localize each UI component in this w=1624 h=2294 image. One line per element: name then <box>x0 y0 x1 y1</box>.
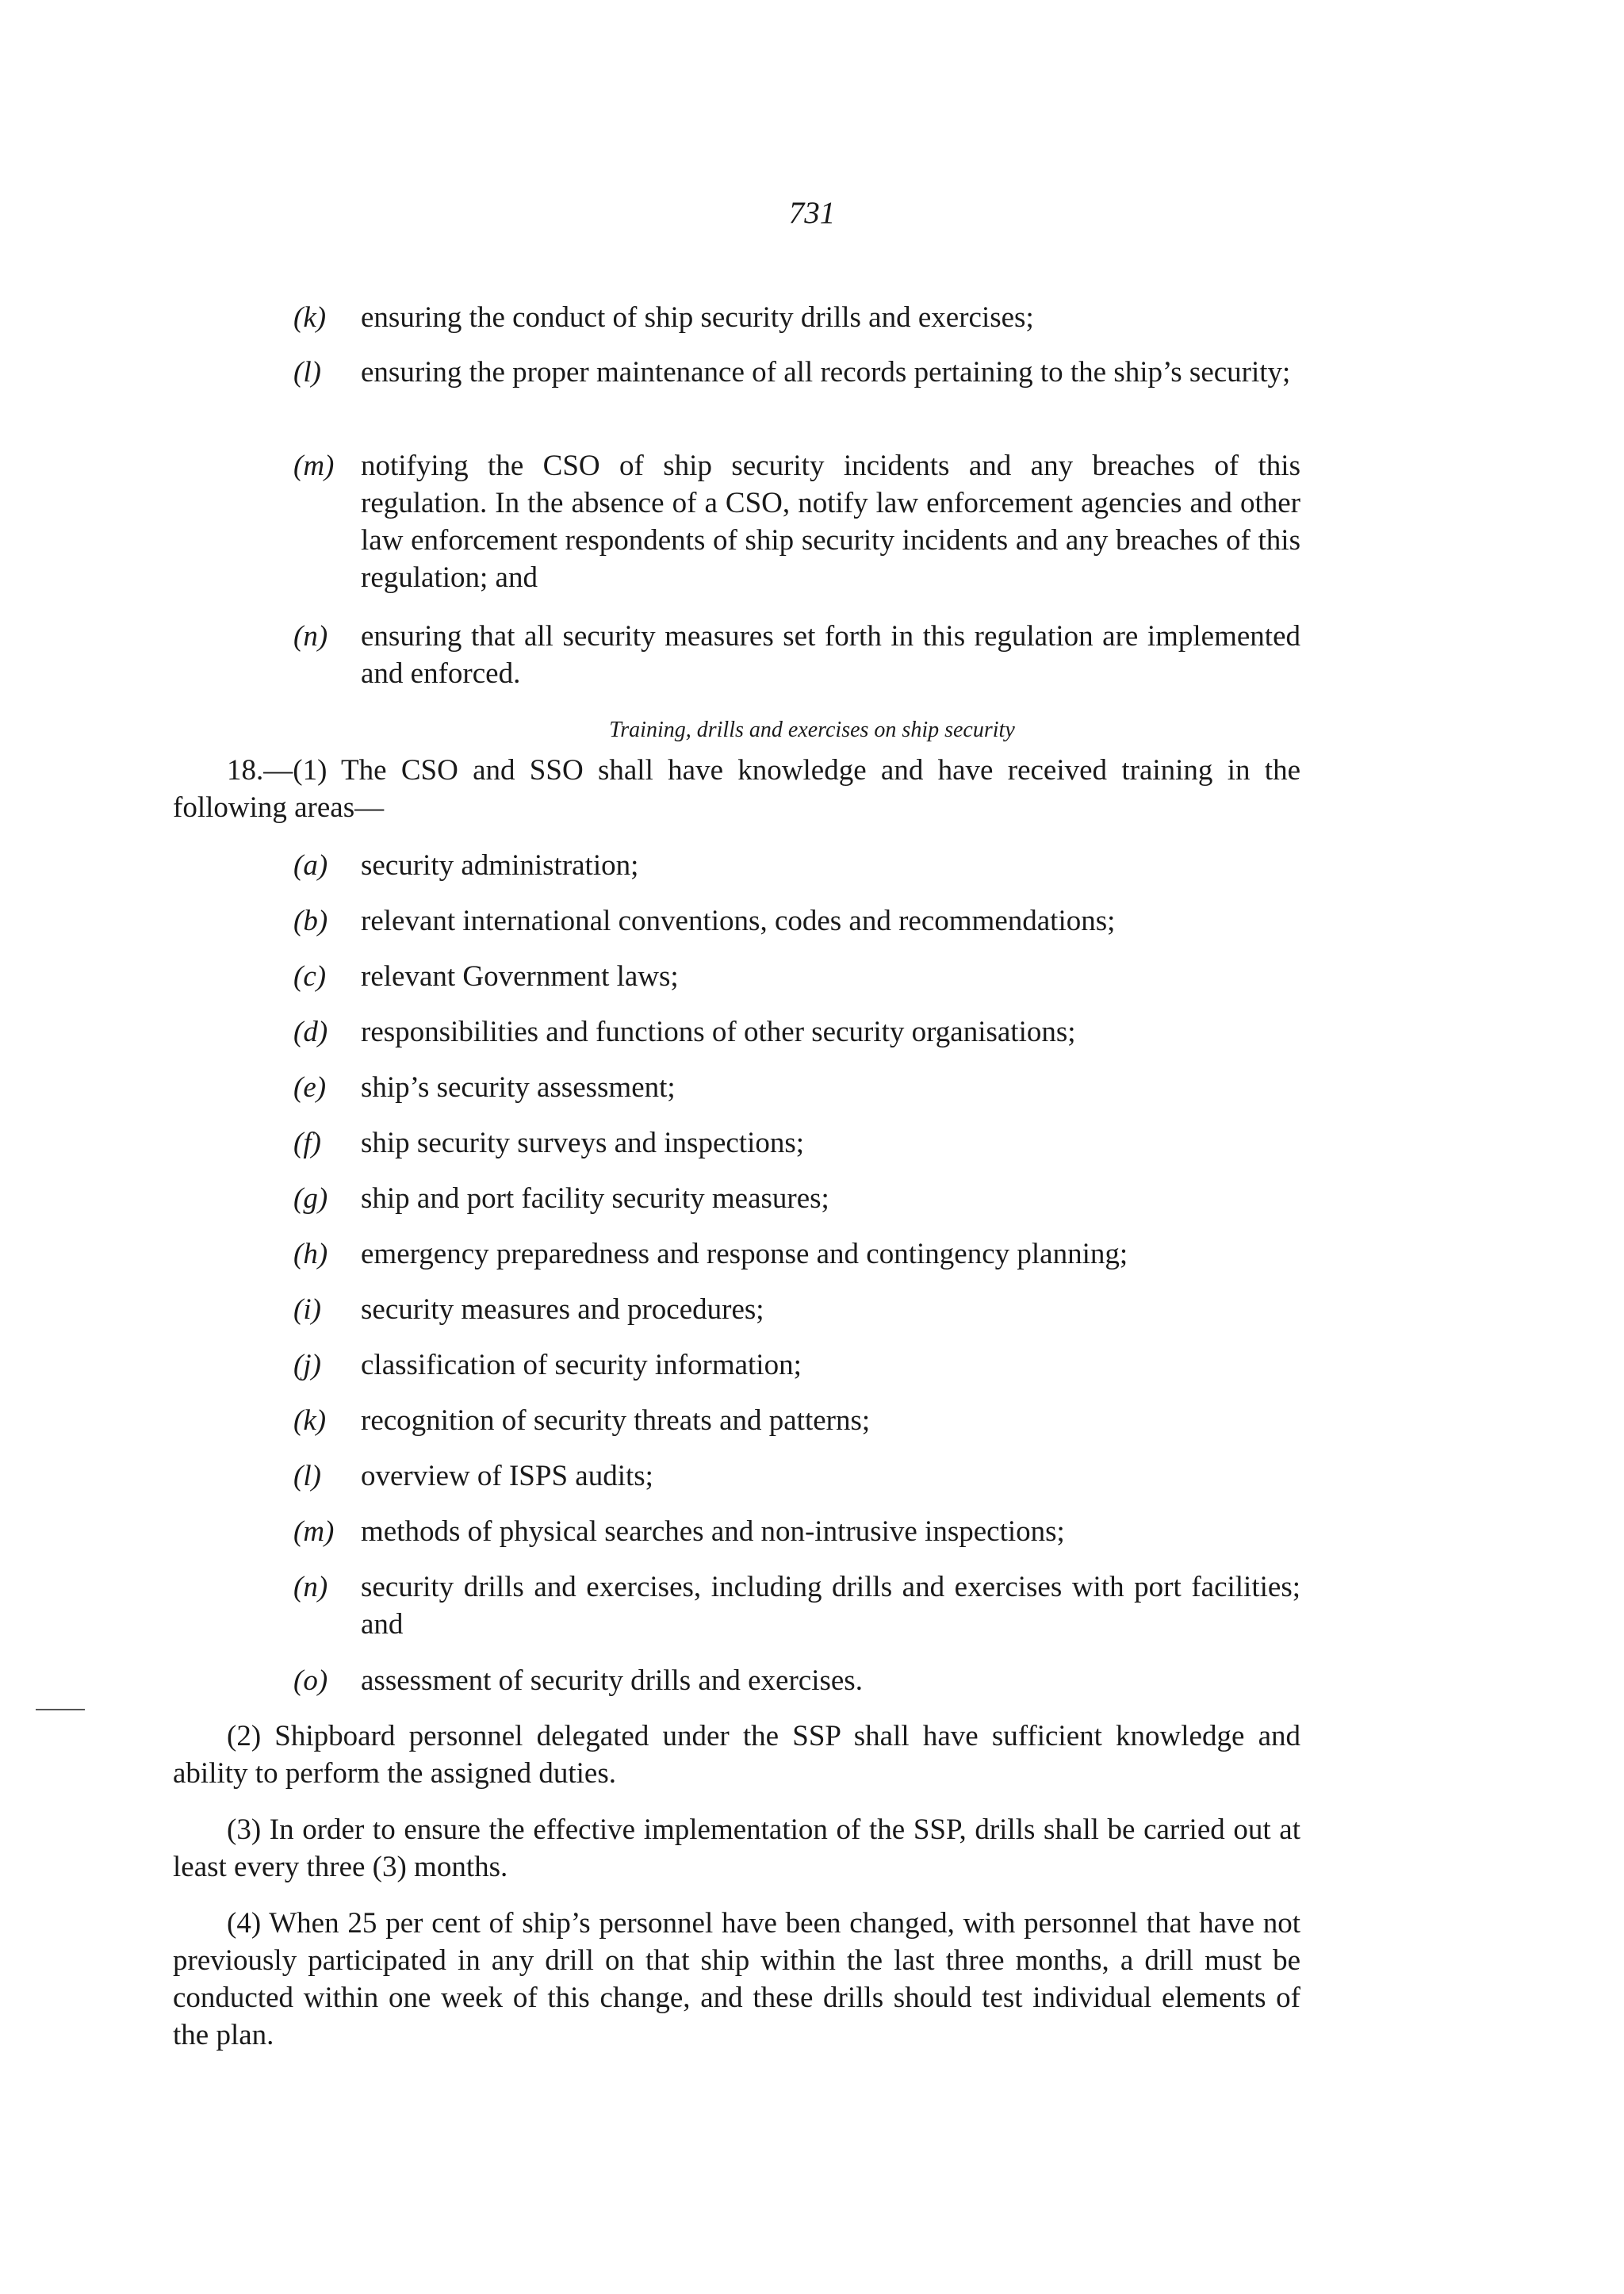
item-text: responsibilities and functions of other security organisations; <box>361 1016 1076 1048</box>
item-text: ship security surveys and inspections; <box>361 1127 805 1159</box>
item-marker: (e) <box>293 1071 327 1104</box>
item-text: assessment of security drills and exercises. <box>361 1664 863 1697</box>
item-marker: (d) <box>293 1016 328 1048</box>
item-text: overview of ISPS audits; <box>361 1460 653 1492</box>
item-marker: (j) <box>293 1349 321 1381</box>
item-marker: (b) <box>293 905 328 937</box>
item-text: classification of security information; <box>361 1349 802 1381</box>
item-text: relevant Government laws; <box>361 960 679 993</box>
paragraph: (2) Shipboard personnel delegated under the SSP shall have sufficient knowledge and ability to perform the assigned duties. <box>173 1720 1300 1790</box>
item-marker: (m) <box>293 1515 335 1548</box>
paragraph: (4) When 25 per cent of ship’s personnel have been changed, with personnel that have not previously participated in any drill on that ship within the last three months, a drill must be conducted within one week of this change, and these drills should test individual elements of the plan. <box>173 1907 1300 2051</box>
item-marker: (k) <box>293 301 327 334</box>
item-marker: (o) <box>293 1664 328 1697</box>
section-intro: 18.—(1) The CSO and SSO shall have knowledge and have received training in the following areas— <box>173 754 1300 824</box>
item-marker: (g) <box>293 1182 328 1215</box>
section-heading: Training, drills and exercises on ship security <box>609 718 1015 742</box>
item-marker: (n) <box>293 1571 328 1603</box>
item-marker: (l) <box>293 1460 321 1492</box>
item-marker: (a) <box>293 849 328 882</box>
item-marker: (k) <box>293 1404 327 1437</box>
item-marker: (c) <box>293 960 327 993</box>
item-text: notifying the CSO of ship security incidents and any breaches of this regulation. In the absence of a CSO, notify law enforcement agencies and other law enforcement respondents of ship security incidents and any breaches of this regulation; and <box>361 450 1300 594</box>
item-marker: (l) <box>293 356 321 389</box>
page-number: 731 <box>788 196 836 230</box>
item-text: emergency preparedness and response and contingency planning; <box>361 1238 1128 1270</box>
item-marker: (f) <box>293 1127 321 1159</box>
item-text: methods of physical searches and non-intrusive inspections; <box>361 1515 1065 1548</box>
margin-mark <box>36 1709 85 1710</box>
item-text: ensuring the proper maintenance of all records pertaining to the ship’s security; <box>361 356 1291 389</box>
item-text: security administration; <box>361 849 639 882</box>
item-text: ship’s security assessment; <box>361 1071 676 1104</box>
item-text: security measures and procedures; <box>361 1293 764 1326</box>
paragraph: (3) In order to ensure the effective implementation of the SSP, drills shall be carried out at least every three (3) months. <box>173 1813 1300 1883</box>
item-text: relevant international conventions, codes and recommendations; <box>361 905 1116 937</box>
item-marker: (i) <box>293 1293 321 1326</box>
item-text: ensuring the conduct of ship security drills and exercises; <box>361 301 1034 334</box>
item-text: recognition of security threats and patterns; <box>361 1404 871 1437</box>
item-text: ship and port facility security measures; <box>361 1182 829 1215</box>
item-text: ensuring that all security measures set forth in this regulation are implemented and enforced. <box>361 620 1300 690</box>
item-marker: (h) <box>293 1238 328 1270</box>
item-marker: (n) <box>293 620 328 653</box>
item-text: security drills and exercises, including drills and exercises with port facilities; and <box>361 1571 1300 1641</box>
item-marker: (m) <box>293 450 335 482</box>
